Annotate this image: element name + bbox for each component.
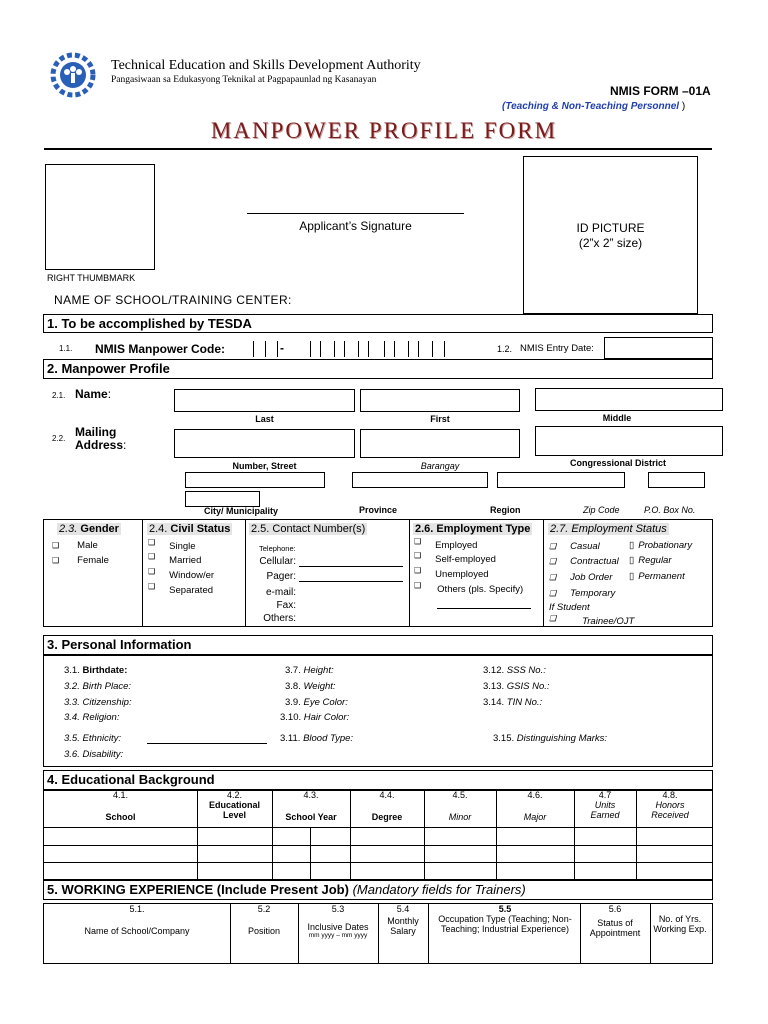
- district-field[interactable]: [535, 426, 723, 456]
- pager-field[interactable]: [299, 581, 403, 582]
- citizenship: 3.3. Citizenship:: [64, 697, 132, 708]
- civil-title-text: Civil Status: [170, 523, 231, 535]
- status-probationary-label: Probationary: [638, 540, 693, 551]
- gender-male[interactable]: ❑ Male: [52, 540, 98, 551]
- divider-contact-employment: [409, 519, 410, 627]
- section-5-subtitle: (Mandatory fields for Trainers): [352, 882, 526, 897]
- first-label: First: [430, 414, 450, 424]
- status-contractual[interactable]: ❑ Contractual: [549, 556, 619, 567]
- employment-employed[interactable]: ❑ Employed: [414, 537, 478, 551]
- employment-unemployed[interactable]: ❑ Unemployed: [414, 566, 489, 580]
- employment-status-title: 2.7. Employment Status: [550, 523, 667, 535]
- edu-col-school: 4.1. School: [105, 790, 136, 822]
- exp-col-salary: 5.4 Monthly Salary: [387, 904, 419, 936]
- birthdate: 3.1. Birthdate:: [64, 665, 128, 676]
- exp-col-dates: 5.3 Inclusive Dates mm yyyy – mm yyyy: [307, 904, 369, 939]
- divider-civil-contact: [245, 519, 246, 627]
- employment-self[interactable]: ❑ Self-employed: [414, 551, 496, 565]
- employment-type-title: 2.6. Employment Type: [415, 523, 531, 535]
- entry-date-field[interactable]: [604, 337, 713, 359]
- form-number: NMIS FORM –01A: [610, 84, 711, 98]
- first-name-field[interactable]: [360, 389, 520, 412]
- civil-single[interactable]: ❑ Single: [148, 538, 196, 552]
- thumbmark-box[interactable]: [45, 164, 155, 270]
- status-job-order-label: Job Order: [570, 572, 613, 583]
- region-label: Region: [490, 505, 521, 515]
- status-permanent-label: Permanent: [638, 571, 685, 582]
- name-num: 2.1.: [52, 391, 66, 400]
- exp-col-school: 5.1. Name of School/Company: [84, 904, 190, 936]
- gender-title-text: Gender: [80, 523, 119, 535]
- religion: 3.4. Religion:: [64, 712, 120, 723]
- exp-col-position: 5.2 Position: [247, 904, 281, 936]
- address-colon: :: [123, 438, 127, 452]
- city-label: City/ Municipality: [204, 506, 279, 516]
- id-picture-size: (2”x 2” size): [578, 236, 643, 250]
- height: 3.7. Height:: [285, 665, 334, 676]
- district-label: Congressional District: [569, 458, 667, 468]
- exp-col-years: No. of Yrs. Working Exp.: [653, 914, 707, 934]
- gsis-no: 3.13. GSIS No.:: [483, 681, 550, 692]
- edu-col-degree: 4.4. Degree: [371, 790, 403, 822]
- divider-employment-status: [543, 519, 544, 627]
- signature-line[interactable]: [247, 213, 464, 214]
- civil-single-label: Single: [169, 541, 196, 552]
- civil-separated-label: Separated: [169, 585, 214, 596]
- status-permanent[interactable]: ▯ Permanent: [629, 571, 685, 582]
- id-picture-label: ID PICTURE: [576, 221, 645, 235]
- personnel-text: (Teaching & Non-Teaching Personnel: [502, 101, 680, 112]
- distinguishing-marks: 3.15. Distinguishing Marks:: [493, 733, 608, 744]
- zip-field[interactable]: [648, 472, 705, 488]
- exp-col-appointment: 5.6 Status of Appointment: [589, 904, 641, 938]
- name-colon: :: [107, 387, 112, 401]
- gender-num: 2.3.: [59, 523, 78, 535]
- city-field[interactable]: [185, 472, 325, 488]
- edu-col-major: 4.6. Major: [523, 790, 547, 822]
- gender-title: [57, 523, 121, 535]
- region-field[interactable]: [497, 472, 625, 488]
- section-1-num-1: 1.1.: [59, 344, 73, 353]
- if-student-label: If Student: [549, 602, 590, 613]
- code-dash: -: [280, 341, 284, 355]
- divider-gender-civil: [142, 519, 143, 627]
- disability: 3.6. Disability:: [64, 749, 124, 760]
- employment-others-field[interactable]: [437, 608, 531, 609]
- status-row: [43, 519, 713, 627]
- edu-col-units: 4.7 Units Earned: [590, 790, 620, 820]
- id-picture-box[interactable]: [523, 156, 698, 314]
- province-label: Province: [359, 505, 398, 515]
- pager-label: Pager:: [266, 571, 296, 582]
- section-3-body: [43, 655, 713, 767]
- status-trainee-label: Trainee/OJT: [582, 616, 635, 627]
- manpower-code-boxes[interactable]: [238, 339, 448, 359]
- barangay-label: Barangay: [420, 461, 460, 471]
- employment-self-label: Self-employed: [435, 554, 496, 565]
- agency-name: Technical Education and Skills Development Authority: [111, 58, 421, 73]
- name-label-text: Name: [75, 387, 108, 401]
- civil-title: [147, 523, 232, 535]
- address-num: 2.2.: [52, 434, 66, 443]
- others-label: Others:: [263, 613, 296, 624]
- hair-color: 3.10. Hair Color:: [280, 712, 350, 723]
- status-contractual-label: Contractual: [570, 556, 619, 567]
- zip-label: Zip Code: [583, 505, 620, 515]
- barangay-field[interactable]: [360, 429, 520, 458]
- gender-female[interactable]: ❑ Female: [52, 555, 109, 566]
- middle-label: Middle: [602, 413, 632, 423]
- thumbmark-label: RIGHT THUMBMARK: [47, 273, 136, 283]
- employment-employed-label: Employed: [435, 540, 478, 551]
- birthplace: 3.2. Birth Place:: [64, 681, 132, 692]
- email-label: e-mail:: [265, 587, 296, 598]
- blood-type: 3.11. Blood Type:: [280, 733, 354, 744]
- status-temporary[interactable]: ❑ Temporary: [549, 588, 616, 599]
- entry-date-label: NMIS Entry Date:: [520, 343, 594, 354]
- status-regular[interactable]: ▯ Regular: [629, 555, 672, 566]
- status-probationary[interactable]: ▯ Probationary: [629, 540, 693, 551]
- section-5-header: [43, 880, 713, 900]
- status-job-order[interactable]: ❑ Job Order: [549, 572, 613, 583]
- status-temporary-label: Temporary: [570, 588, 616, 599]
- eye-color: 3.9. Eye Color:: [285, 697, 348, 708]
- exp-col-occupation: 5.5 Occupation Type (Teaching; Non-Teaching; Industrial Experience): [438, 904, 572, 934]
- personnel-close: ): [681, 101, 686, 112]
- civil-married-label: Married: [169, 555, 202, 566]
- employment-unemployed-label: Unemployed: [435, 569, 489, 580]
- address-label-text: Address: [75, 438, 124, 452]
- signature-label: Applicant’s Signature: [299, 219, 412, 233]
- title-rule: [44, 148, 712, 150]
- street-field[interactable]: [174, 429, 355, 458]
- name-label: [75, 387, 111, 401]
- civil-married[interactable]: ❑ Married: [148, 552, 202, 566]
- section-2-header: 2. Manpower Profile: [43, 359, 713, 379]
- telephone-label: Telephone:: [259, 544, 296, 553]
- pobox-label: P.O. Box No.: [644, 505, 696, 515]
- contact-title: 2.5. Contact Number(s): [251, 523, 366, 535]
- province-field[interactable]: [352, 472, 488, 488]
- civil-separated[interactable]: ❑ Separated: [148, 582, 214, 596]
- street-label: Number, Street: [232, 461, 297, 471]
- address-label: [75, 438, 126, 452]
- edu-col-minor: 4.5. Minor: [448, 790, 472, 822]
- section-4-header: 4. Educational Background: [43, 770, 713, 790]
- tin-no: 3.14. TIN No.:: [483, 697, 543, 708]
- edu-col-year: 4.3. School Year: [285, 790, 337, 822]
- ethnicity-field[interactable]: [147, 743, 267, 744]
- employment-others[interactable]: ❑ Others (pls. Specify): [414, 581, 524, 595]
- section-5-title: 5. WORKING EXPERIENCE (Include Present Job): [47, 882, 349, 897]
- manpower-code-label: NMIS Manpower Code:: [95, 342, 226, 356]
- pobox-field[interactable]: [185, 491, 260, 507]
- edu-col-honors: 4.8. Honors Received: [651, 790, 689, 820]
- section-1-num-2: 1.2.: [497, 344, 513, 354]
- school-label: NAME OF SCHOOL/TRAINING CENTER:: [54, 293, 292, 307]
- last-name-field[interactable]: [174, 389, 355, 412]
- middle-name-field[interactable]: [535, 388, 723, 411]
- section-1-header: 1. To be accomplished by TESDA: [43, 314, 713, 333]
- agency-subname: Pangasiwaan sa Edukasyong Teknikal at Pagpapaunlad ng Kasanayan: [111, 75, 377, 85]
- employment-others-label: Others (pls. Specify): [437, 584, 524, 595]
- status-casual[interactable]: ❑ Casual: [549, 541, 600, 552]
- last-label: Last: [255, 414, 274, 424]
- civil-num: 2.4.: [149, 523, 168, 535]
- sss-no: 3.12. SSS No.:: [483, 665, 546, 676]
- civil-widow-label: Window/er: [169, 570, 215, 581]
- gender-female-label: Female: [77, 555, 109, 566]
- status-regular-label: Regular: [638, 555, 672, 566]
- ethnicity: 3.5. Ethnicity:: [64, 733, 122, 744]
- weight: 3.8. Weight:: [285, 681, 336, 692]
- fax-label: Fax:: [276, 600, 296, 611]
- cellular-label: Cellular:: [259, 556, 296, 567]
- tesda-logo: [50, 52, 96, 98]
- gender-male-label: Male: [77, 540, 98, 551]
- cellular-field[interactable]: [299, 566, 403, 567]
- personnel-note: [502, 101, 685, 112]
- civil-widow[interactable]: ❑ Window/er: [148, 567, 215, 581]
- status-casual-label: Casual: [570, 541, 600, 552]
- edu-col-level: 4.2. Educational Level: [208, 790, 260, 820]
- mailing-label: Mailing: [75, 425, 117, 439]
- section-3-header: 3. Personal Information: [43, 635, 713, 655]
- form-title: MANPOWER PROFILE FORM: [210, 118, 558, 143]
- status-trainee[interactable]: ❑ Trainee/OJT: [549, 614, 635, 627]
